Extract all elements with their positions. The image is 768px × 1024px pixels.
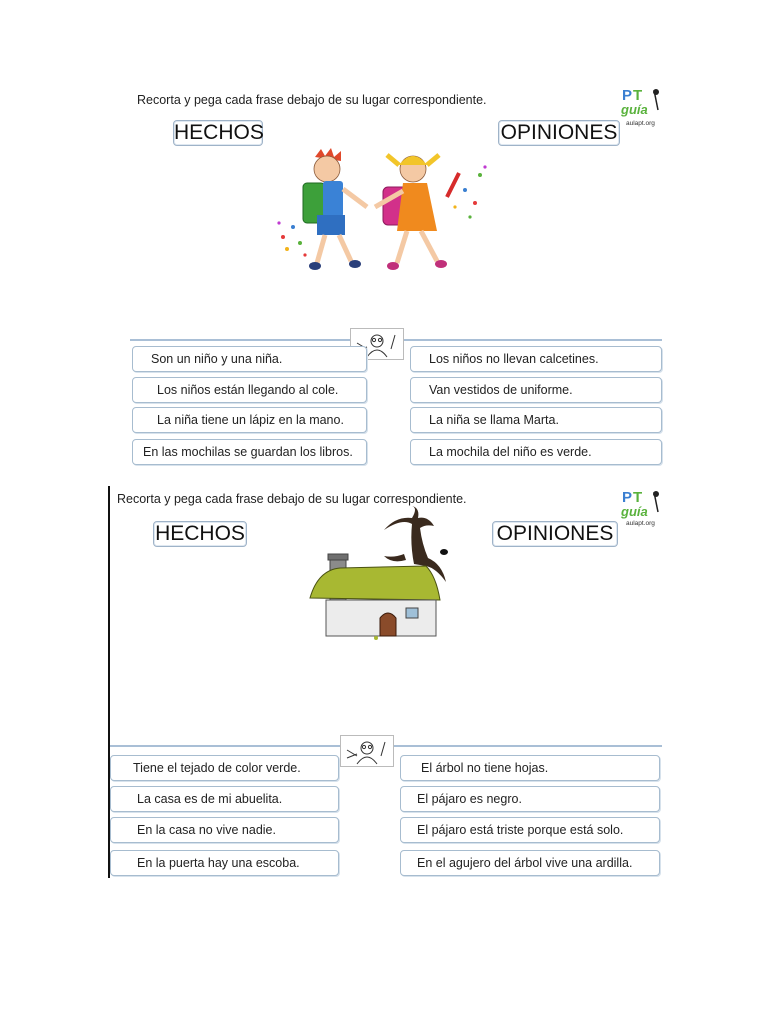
house [310, 554, 440, 640]
svg-text:guía: guía [621, 102, 648, 117]
phrase-strip[interactable]: Los niños no llevan calcetines. [410, 346, 662, 372]
phrase-strip[interactable]: La niña se llama Marta. [410, 407, 662, 433]
phrase-strip[interactable]: Los niños están llegando al cole. [132, 377, 367, 403]
svg-text:T: T [633, 87, 643, 104]
svg-text:P: P [622, 489, 633, 506]
phrase-strip[interactable]: En el agujero del árbol vive una ardilla. [400, 850, 660, 876]
phrase-strip[interactable]: Son un niño y una niña. [132, 346, 367, 372]
svg-text:T: T [633, 489, 643, 506]
logo-site-text: aulapt.org [626, 520, 655, 527]
girl-figure [375, 155, 459, 270]
phrase-strip[interactable]: Van vestidos de uniforme. [410, 377, 662, 403]
category-box-hechos: HECHOS [153, 521, 247, 547]
phrase-strip[interactable]: En las mochilas se guardan los libros. [132, 439, 367, 465]
pt-guia-logo [620, 488, 670, 532]
worksheet-house [108, 486, 662, 878]
svg-text:guía: guía [621, 504, 648, 519]
pt-guia-logo-icon [620, 488, 662, 520]
pt-guia-logo [620, 86, 670, 130]
phrase-strip[interactable]: El pájaro está triste porque está solo. [400, 817, 660, 843]
phrase-strip[interactable]: La mochila del niño es verde. [410, 439, 662, 465]
bird [440, 549, 448, 555]
phrase-strip[interactable]: Tiene el tejado de color verde. [110, 755, 339, 781]
phrase-strip[interactable]: El pájaro es negro. [400, 786, 660, 812]
phrase-strip[interactable]: La niña tiene un lápiz en la mano. [132, 407, 367, 433]
category-box-opiniones: OPINIONES [492, 521, 618, 547]
teacher-scissors-icon [340, 735, 394, 767]
house-tree-illustration [306, 504, 471, 644]
category-box-hechos: HECHOS [174, 121, 264, 144]
logo-site-text: aulapt.org [626, 120, 655, 127]
pt-guia-logo-icon [620, 86, 662, 118]
phrase-strip[interactable]: En la puerta hay una escoba. [110, 850, 339, 876]
kids-backpacks-illustration [275, 145, 495, 280]
phrase-strip[interactable]: El árbol no tiene hojas. [400, 755, 660, 781]
phrase-strip[interactable]: En la casa no vive nadie. [110, 817, 339, 843]
category-box-opiniones: OPINIONES [498, 120, 620, 146]
worksheet-kids [110, 80, 670, 480]
boy-figure [303, 148, 367, 270]
instruction-text: Recorta y pega cada frase debajo de su lugar correspondiente. [117, 492, 467, 506]
phrase-strip[interactable]: La casa es de mi abuelita. [110, 786, 339, 812]
svg-text:P: P [622, 87, 633, 104]
instruction-text: Recorta y pega cada frase debajo de su lugar correspondiente. [137, 93, 487, 107]
